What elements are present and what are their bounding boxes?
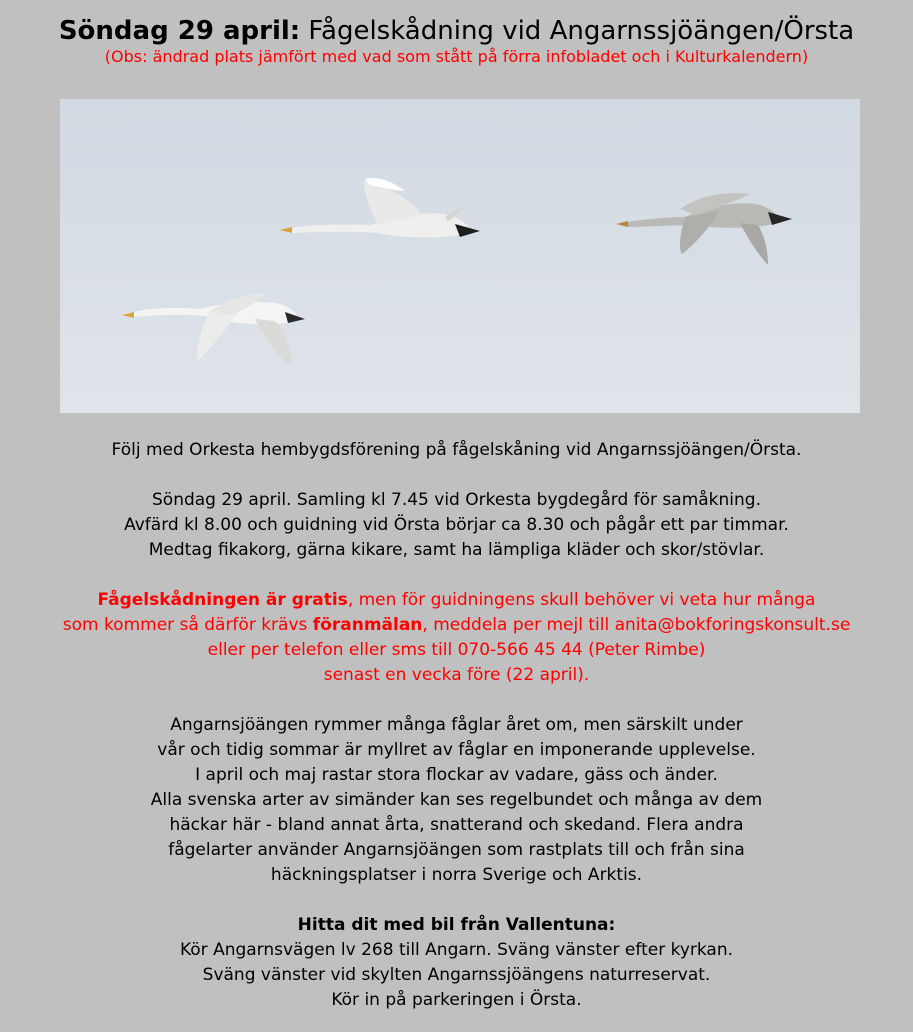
- paragraph-gap: [0, 563, 913, 588]
- paragraph-gap: [0, 888, 913, 913]
- paragraph-gap: [0, 463, 913, 488]
- registration-text-1: , men för guidningens skull behöver vi veta hur många: [347, 590, 816, 610]
- about-line-2: vår och tidig sommar är myllret av fåglar en imponerande upplevelse.: [157, 740, 756, 760]
- about-line-5: häckar här - bland annat årta, snatterand och skedand. Flera andra: [169, 815, 744, 835]
- preregistration-text: föranmälan: [312, 615, 423, 635]
- schedule-line-1: Söndag 29 april. Samling kl 7.45 vid Orkesta bygdegård för samåkning.: [152, 490, 761, 510]
- swans-photo: [60, 99, 860, 413]
- title-date: Söndag 29 april:: [58, 16, 301, 46]
- registration-paragraph: [0, 588, 913, 688]
- intro-line: Följ med Orkesta hembygdsförening på fågelskåning vid Angarnssjöängen/Örsta.: [111, 440, 802, 460]
- directions-heading: Hitta dit med bil från Vallentuna:: [297, 915, 616, 935]
- about-line-3: I april och maj rastar stora flockar av vadare, gäss och änder.: [195, 765, 718, 785]
- about-line-4: Alla svenska arter av simänder kan ses regelbundet och många av dem: [150, 790, 763, 810]
- directions-line-2: Sväng vänster vid skylten Angarnssjöängens naturreservat.: [202, 965, 711, 985]
- registration-line-2: [0, 613, 913, 638]
- free-event-text: Fågelskådningen är gratis: [97, 590, 348, 610]
- about-line-7: häckningsplatser i norra Sverige och Arktis.: [270, 865, 643, 885]
- title-event: Fågelskådning vid Angarnssjöängen/Örsta: [300, 16, 855, 46]
- registration-deadline-line: senast en vecka före (22 april).: [323, 665, 590, 685]
- schedule-line-2: Avfärd kl 8.00 och guidning vid Örsta börjar ca 8.30 och pågår ett par timmar.: [124, 515, 789, 535]
- intro-paragraph: [0, 438, 913, 463]
- directions-line-1: Kör Angarnsvägen lv 268 till Angarn. Sväng vänster efter kyrkan.: [179, 940, 734, 960]
- registration-phone-line: eller per telefon eller sms till 070-566 45 44 (Peter Rimbe): [207, 640, 706, 660]
- schedule-paragraph: [0, 488, 913, 563]
- schedule-line-3: Medtag fikakorg, gärna kikare, samt ha lämpliga kläder och skor/stövlar.: [148, 540, 765, 560]
- registration-line-1: [0, 588, 913, 613]
- location-change-notice: (Obs: ändrad plats jämfört med vad som stått på förra infobladet och i Kulturkalendern): [104, 47, 809, 66]
- registration-text-2a: som kommer så därför krävs: [62, 615, 313, 635]
- about-paragraph: [0, 713, 913, 888]
- event-details: [0, 438, 913, 1013]
- directions-line-3: Kör in på parkeringen i Örsta.: [331, 990, 582, 1010]
- about-line-6: fågelarter använder Angarnsjöängen som rastplats till och från sina: [168, 840, 745, 860]
- page-title: [0, 0, 913, 46]
- registration-email-text: , meddela per mejl till anita@bokforingskonsult.se: [422, 615, 851, 635]
- directions-paragraph: [0, 913, 913, 1013]
- paragraph-gap: [0, 688, 913, 713]
- about-line-1: Angarnsjöängen rymmer många fåglar året om, men särskilt under: [170, 715, 743, 735]
